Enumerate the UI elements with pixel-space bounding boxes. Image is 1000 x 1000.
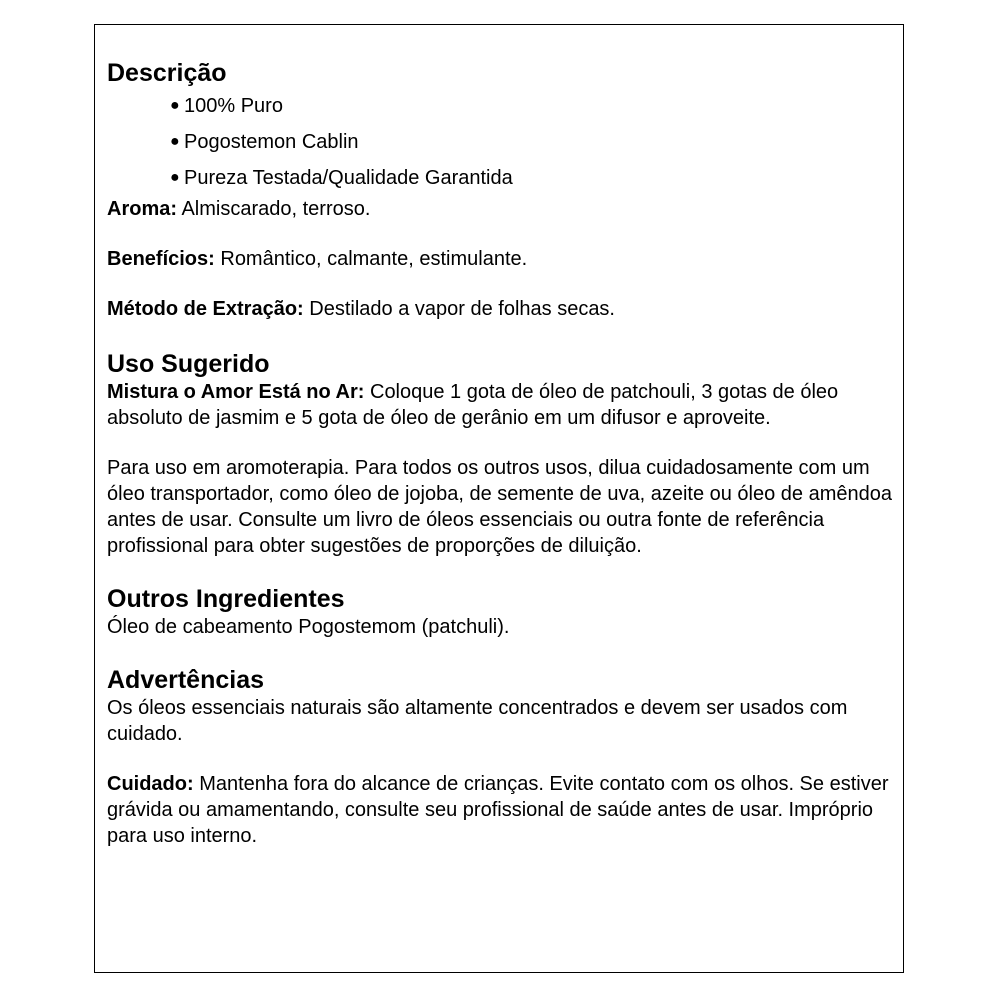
beneficios-label: Benefícios:: [107, 248, 215, 270]
ingredientes-text: Óleo de cabeamento Pogostemom (patchuli).: [107, 616, 510, 638]
advertencias-text: Os óleos essenciais naturais são altamente concentrados e devem ser usados com cuidado.: [107, 697, 848, 745]
metodo-line: [107, 296, 897, 322]
metodo-text: Destilado a vapor de folhas secas.: [303, 298, 615, 320]
bullet-dot-icon: ●: [170, 133, 180, 150]
bullet-item: ● Pogostemon Cablin: [170, 124, 897, 160]
document-frame: [94, 24, 904, 973]
bullet-dot-icon: ●: [170, 169, 180, 186]
mistura-text: Coloque 1 gota de óleo de patchouli, 3 gotas de óleo absoluto de jasmim e 5 gota de óleo de gerânio em um difusor e aproveite.: [107, 381, 839, 429]
aroma-text: Almiscarado, terroso.: [177, 198, 371, 220]
aroma-label: Aroma:: [107, 198, 178, 220]
beneficios-text: Romântico, calmante, estimulante.: [214, 248, 528, 270]
beneficios-line: [107, 246, 897, 272]
descricao-bullet-list: [107, 88, 897, 196]
aromaterapia-paragraph: Para uso em aromoterapia. Para todos os outros usos, dilua cuidadosamente com um óleo transportador, como óleo de jojoba, de semente de uva, azeite ou óleo de amêndoa antes de usar. Consulte um livro de óleos essenciais ou outra fonte de referência profissional para obter sugestões de proporções de diluição.: [107, 457, 892, 557]
descricao-heading: Descrição: [107, 59, 227, 87]
bullet-item: ● 100% Puro: [170, 88, 897, 124]
uso-heading: Uso Sugerido: [107, 350, 270, 378]
cuidado-text: Mantenha fora do alcance de crianças. Evite contato com os olhos. Se estiver grávida ou amamentando, consulte seu profissional de saúde antes de usar. Impróprio para uso interno.: [107, 773, 889, 847]
bullet-dot-icon: ●: [170, 97, 180, 114]
aroma-line: [107, 196, 897, 222]
mistura-paragraph: [107, 379, 897, 431]
cuidado-label: Cuidado:: [107, 773, 194, 795]
metodo-label: Método de Extração:: [107, 298, 304, 320]
document-content: [107, 58, 897, 849]
advertencias-heading: Advertências: [107, 666, 265, 694]
ingredientes-heading: Outros Ingredientes: [107, 585, 345, 613]
cuidado-paragraph: [107, 771, 897, 849]
bullet-item: ● Pureza Testada/Qualidade Garantida: [170, 160, 897, 196]
mistura-label: Mistura o Amor Está no Ar:: [107, 381, 365, 403]
